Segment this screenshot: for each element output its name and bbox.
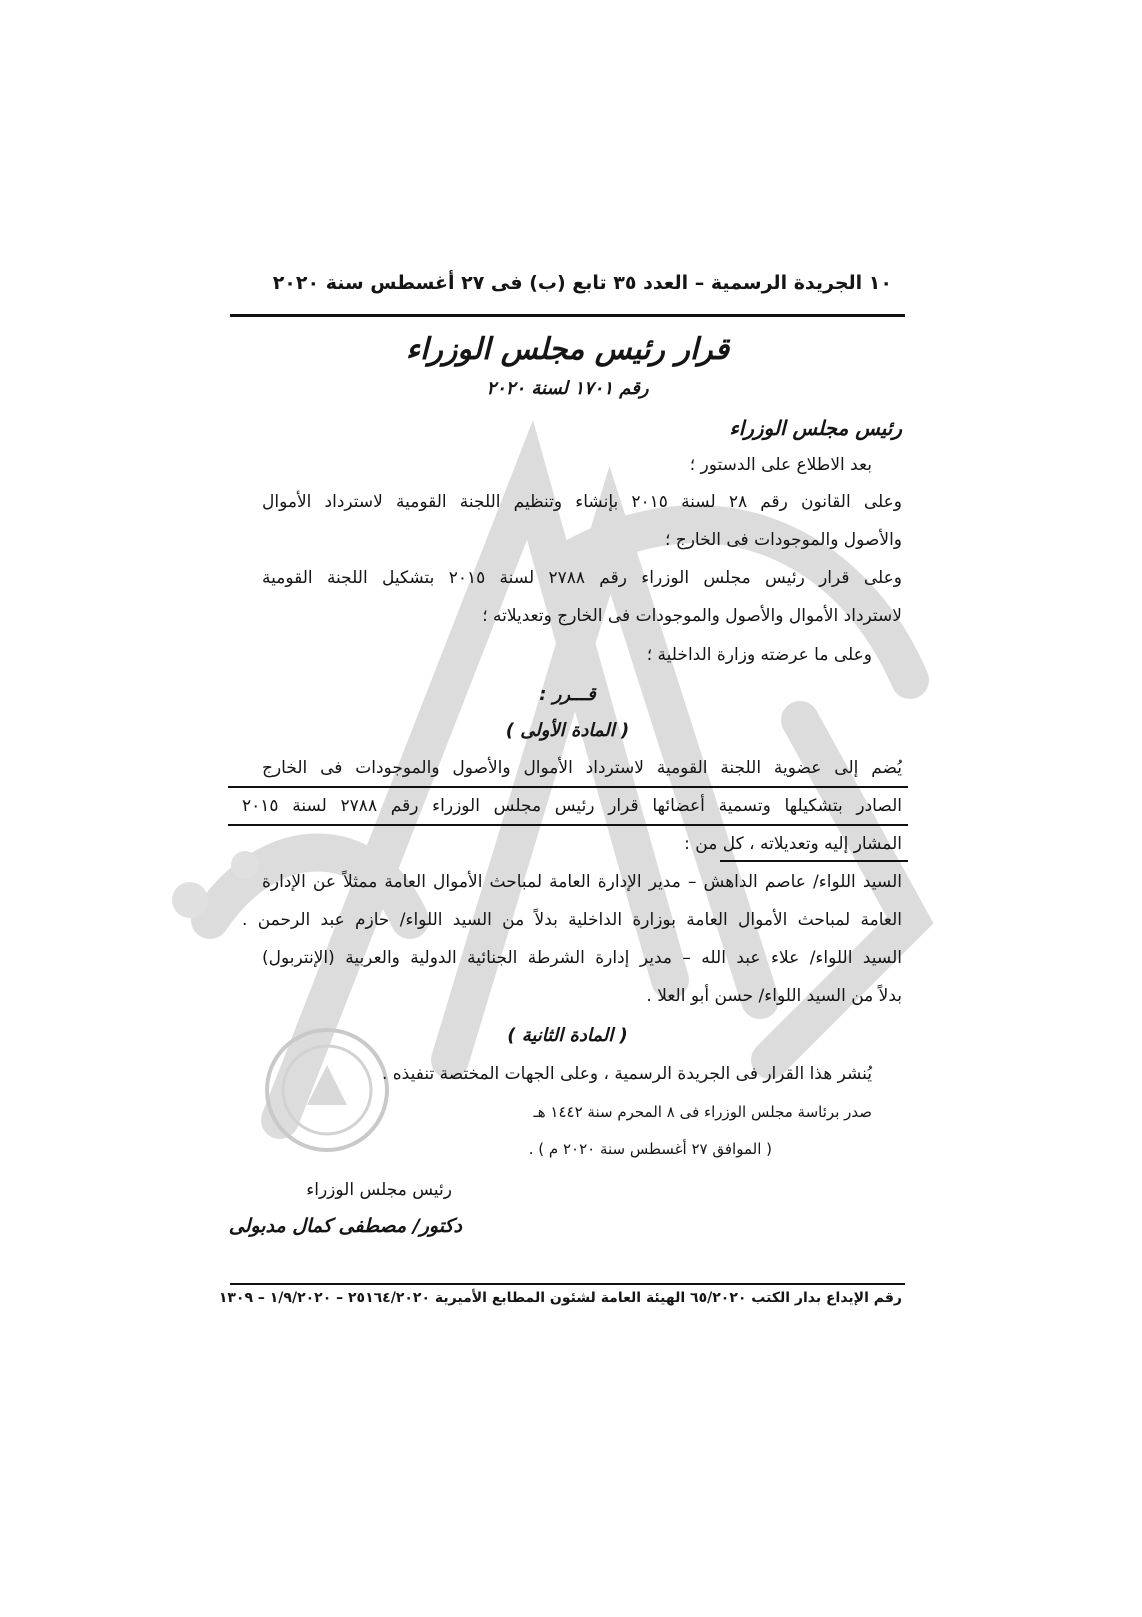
article-1-line: السيد اللواء/ علاء عبد الله – مدير إدارة الشرطة الجنائية الدولية والعربية (الإنتربول)	[262, 948, 902, 968]
underline-rule	[228, 786, 908, 788]
article-1-line: العامة لمباحث الأموال العامة بوزارة الداخلية بدلاً من السيد اللواء/ حازم عبد الرحمن .	[242, 910, 902, 930]
preamble-line: وعلى قرار رئيس مجلس الوزراء رقم ٢٧٨٨ لسنة ٢٠١٥ بتشكيل اللجنة القومية	[262, 568, 902, 588]
decree-number: رقم ١٧٠١ لسنة ٢٠٢٠	[486, 378, 649, 399]
decided-heading: قـــرر :	[539, 684, 596, 705]
gazette-header: ١٠ الجريدة الرسمية – العدد ٣٥ تابع (ب) فى ٢٧ أغسطس سنة ٢٠٢٠	[272, 272, 892, 294]
deposit-number: رقم الإيداع بدار الكتب ٦٥/٢٠٢٠ الهيئة العامة لشئون المطابع الأميرية ٢٥١٦٤/٢٠٢٠ – ١/٩/٢٠٢٠ – ١٣٠٩	[218, 1290, 902, 1306]
underline-rule	[228, 824, 908, 826]
signatory-name: دكتور/ مصطفى كمال مدبولى	[228, 1215, 462, 1237]
article-1-line: بدلاً من السيد اللواء/ حسن أبو العلا .	[646, 986, 902, 1006]
article-1-line: المشار إليه وتعديلاته ، كل من :	[684, 834, 902, 854]
decree-title: قرار رئيس مجلس الوزراء	[405, 332, 730, 367]
issued-line: صدر برئاسة مجلس الوزراء فى ٨ المحرم سنة ١٤٤٢ هـ	[533, 1103, 872, 1121]
article-2-heading: ( المادة الثانية )	[507, 1025, 628, 1046]
article-1-line: يُضم إلى عضوية اللجنة القومية لاسترداد الأموال والأصول والموجودات فى الخارج	[262, 758, 902, 778]
article-2-line: يُنشر هذا القرار فى الجريدة الرسمية ، وعلى الجهات المختصة تنفيذه .	[381, 1064, 872, 1084]
preamble-line: وعلى القانون رقم ٢٨ لسنة ٢٠١٥ بإنشاء وتنظيم اللجنة القومية لاسترداد الأموال	[262, 492, 902, 512]
article-1-line: السيد اللواء/ عاصم الداهش – مدير الإدارة العامة لمباحث الأموال العامة ممثلاً عن الإدارة	[262, 872, 902, 892]
footer-rule	[230, 1283, 905, 1285]
underline-rule	[720, 860, 908, 862]
signatory-role: رئيس مجلس الوزراء	[306, 1180, 452, 1200]
preamble-line: بعد الاطلاع على الدستور ؛	[689, 455, 872, 475]
header-rule	[230, 314, 905, 317]
preamble-line: لاسترداد الأموال والأصول والموجودات فى الخارج وتعديلاته ؛	[482, 606, 902, 626]
preamble-line: وعلى ما عرضته وزارة الداخلية ؛	[646, 645, 872, 665]
issuer-heading: رئيس مجلس الوزراء	[729, 416, 902, 440]
issued-line: ( الموافق ٢٧ أغسطس سنة ٢٠٢٠ م ) .	[528, 1140, 772, 1158]
article-1-line: الصادر بتشكيلها وتسمية أعضائها قرار رئيس مجلس الوزراء رقم ٢٧٨٨ لسنة ٢٠١٥	[242, 796, 902, 816]
article-1-heading: ( المادة الأولى )	[505, 720, 630, 741]
preamble-line: والأصول والموجودات فى الخارج ؛	[664, 530, 902, 550]
